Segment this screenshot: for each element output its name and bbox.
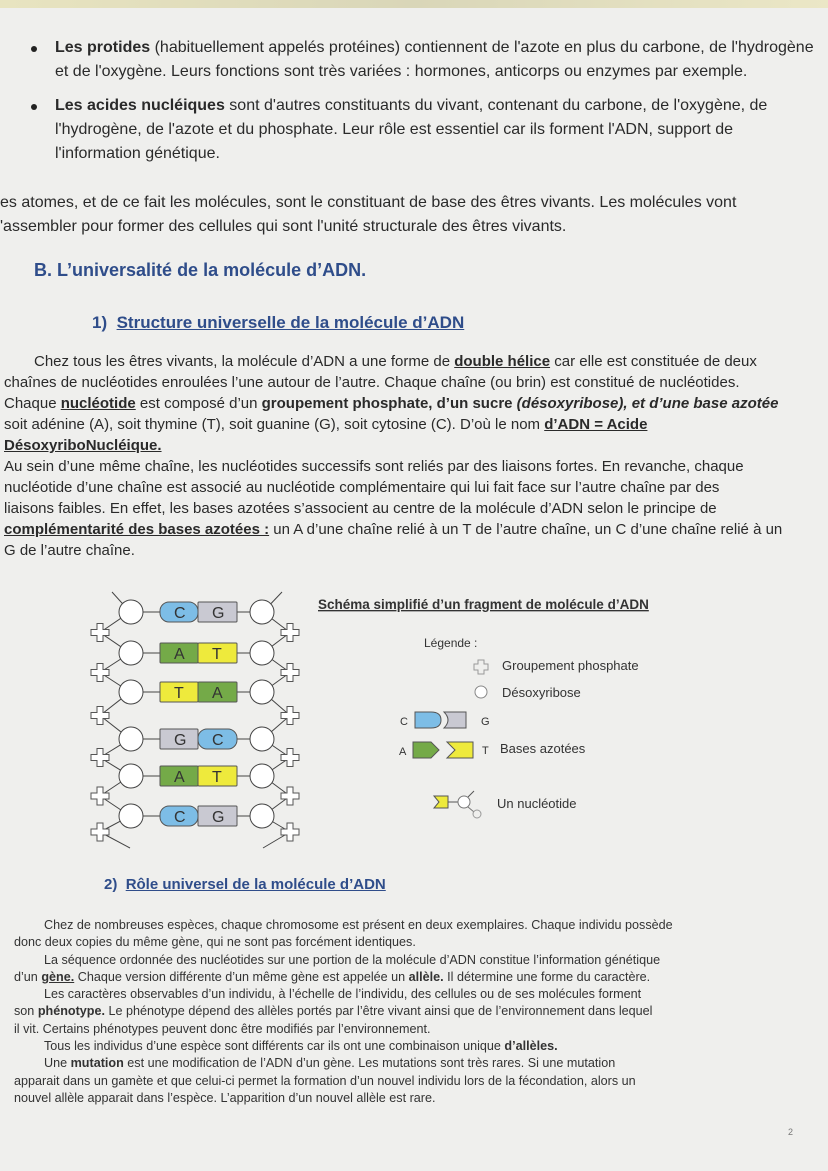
base-letter: C [212, 732, 224, 749]
sugar-icon [250, 764, 274, 788]
subsection-title: Rôle universel de la molécule d’ADN [125, 876, 386, 893]
section-number: B. [34, 260, 52, 280]
sugar-icon [250, 600, 274, 624]
text-segment: il vit. Certains phénotypes peuvent donc être modifiés par l’environnement. [14, 1021, 431, 1036]
sugar-icon [119, 680, 143, 704]
text-line [14, 934, 673, 951]
sugar-icon [250, 727, 274, 751]
text-line [4, 540, 782, 561]
bullet-list [55, 36, 814, 166]
sugar-icon [119, 764, 143, 788]
text-line [4, 372, 782, 393]
legend-heading: Légende : [424, 636, 478, 650]
base-letter: G [212, 605, 225, 622]
bold-term: Les protides [55, 39, 151, 56]
text-segment: soit adénine (A), soit thymine (T), soit guanine (G), soit cytosine (C). D’où le nom [4, 416, 545, 433]
dna-diagram [0, 580, 828, 850]
text-line [14, 1021, 673, 1038]
text-segment: est composé d’un [135, 395, 262, 412]
text-segment: Le phénotype dépend des allèles portés par l’être vivant ainsi que de l’environnement dans lequel [104, 1004, 653, 1019]
phosphate-icon [91, 787, 109, 805]
text-line [14, 1055, 673, 1072]
text-segment: Les caractères observables d’un individu, à l’échelle de l’individu, des cellules ou de ses molécules forment [44, 987, 642, 1002]
page-number: 2 [788, 1127, 794, 1137]
bold-term: mutation [70, 1056, 124, 1071]
bold-term: d’ADN = Acide [544, 416, 648, 433]
text-line [0, 215, 736, 239]
legend-g-label: G [481, 716, 490, 728]
text-line [14, 952, 673, 969]
intro-paragraph [0, 191, 736, 239]
dna-ladder [91, 592, 299, 848]
text-segment: es atomes, et de ce fait les molécules, sont le constituant de base des êtres vivants. Les molécules vont [0, 194, 737, 211]
text-segment: nucléotide d’une chaîne est associé au nucléotide complémentaire qui lui fait face sur l’autre chaîne par des [4, 479, 720, 496]
sugar-icon [119, 600, 143, 624]
text-segment: Au sein d’une même chaîne, les nucléotides successifs sont reliés par des liaisons fortes. En revanche, chaque [4, 458, 744, 475]
subsection-number: 2) [104, 876, 118, 893]
text-segment: l'hydrogène, de l'azote et du phosphate. Leur rôle est essentiel car ils forment l'ADN, support de [55, 121, 733, 138]
diagram-title: Schéma simplifié d’un fragment de molécule d’ADN [318, 597, 649, 612]
subsection-title: Structure universelle de la molécule d’ADN [116, 313, 465, 332]
phosphate-icon [91, 823, 109, 841]
text-segment: (habituellement appelés protéines) contiennent de l'azote en plus du carbone, de l'hydrogène [150, 39, 814, 56]
page-top-edge [0, 0, 828, 8]
bold-term: phénotype. [37, 1004, 105, 1019]
base-letter: C [174, 605, 186, 622]
text-line [14, 1038, 673, 1055]
text-line [4, 477, 782, 498]
text-line [4, 414, 782, 435]
bold-term: nucléotide [60, 395, 136, 412]
text-segment: car elle est constituée de deux [550, 353, 757, 370]
sugar-icon [250, 680, 274, 704]
bullet-icon [31, 46, 37, 52]
text-segment: La séquence ordonnée des nucléotides sur une portion de la molécule d’ADN constitue l’information génétique [44, 952, 661, 967]
text-segment: chaînes de nucléotides enroulées l’une autour de l’autre. Chaque chaîne (ou brin) est constitué de nucléotides. [4, 374, 740, 391]
sugar-icon [119, 727, 143, 751]
bold-term: Les acides nucléiques [55, 97, 225, 114]
text-line [14, 1090, 673, 1107]
text-line [4, 456, 782, 477]
text-line [14, 1073, 673, 1090]
phosphate-icon [281, 624, 299, 642]
phosphate-icon [91, 749, 109, 767]
text-line [4, 498, 782, 519]
guanine-icon [444, 712, 466, 728]
sugar-icon [250, 641, 274, 665]
text-segment: Chaque [4, 395, 61, 412]
bullet-item [55, 36, 814, 84]
text-segment: l'information génétique. [55, 145, 220, 162]
text-segment: Tous les individus d’une espèce sont différents car ils ont une combinaison unique [44, 1039, 505, 1054]
text-segment: sont d'autres constituants du vivant, contenant du carbone, de l'oxygène, de [224, 97, 768, 114]
text-segment: un A d’une chaîne relié à un T de l’autre chaîne, un C d’une chaîne relié à un [269, 521, 783, 538]
base-letter: A [174, 646, 185, 663]
bold-term: allèle. [408, 969, 444, 984]
text-segment: liaisons faibles. En effet, les bases azotées s’associent au centre de la molécule d’ADN selon le principe de [4, 500, 717, 517]
bold-term: d’allèles. [504, 1039, 558, 1054]
sugar-icon [475, 686, 487, 698]
bold-term: double hélice [454, 353, 551, 370]
phosphate-icon [91, 707, 109, 725]
text-segment: et de l'oxygène. Leurs fonctions sont très variées : hormones, anticorps ou enzymes par exemple. [55, 63, 748, 80]
text-segment: est une modification de l’ADN d’un gène. Les mutations sont très rares. Si une mutation [123, 1056, 616, 1071]
base-letter: T [212, 769, 222, 786]
text-segment: Chez de nombreuses espèces, chaque chromosome est présent en deux exemplaires. Chaque individu possède [44, 918, 673, 932]
structure-paragraph [4, 351, 782, 561]
sugar-icon [119, 641, 143, 665]
text-line [14, 986, 673, 1003]
sugar-icon [250, 804, 274, 828]
bold-term: gène. [41, 969, 75, 984]
legend-t-label: T [482, 745, 489, 757]
text-segment: 'assembler pour former des cellules qui sont l'unité structurale des êtres vivants. [0, 218, 567, 235]
text-line [55, 142, 814, 166]
sugar-icon [119, 804, 143, 828]
text-line [4, 435, 782, 456]
text-line [55, 36, 814, 60]
bold-term: complémentarité des bases azotées : [4, 521, 270, 538]
text-line [4, 393, 782, 414]
text-line [14, 1003, 673, 1020]
phosphate-icon [281, 664, 299, 682]
text-line [55, 94, 814, 118]
legend-c-label: C [400, 716, 408, 728]
section-heading-b [34, 260, 366, 281]
phosphate-icon [91, 664, 109, 682]
text-segment: apparait dans un gamète et que celui-ci permet la formation d’un nouvel individu lors de la fécondation, alors un [14, 1073, 636, 1088]
text-line [14, 917, 673, 934]
phosphate-icon [281, 787, 299, 805]
base-letter: G [212, 809, 225, 826]
text-line [4, 351, 782, 372]
legend-sugar: Désoxyribose [502, 685, 581, 700]
bold-term: DésoxyriboNucléique. [4, 437, 162, 454]
text-segment: Chez tous les êtres vivants, la molécule d’ADN a une forme de [34, 353, 455, 370]
phosphate-icon [91, 624, 109, 642]
legend-nucleotide: Un nucléotide [497, 796, 577, 811]
subsection-heading-2 [104, 876, 386, 893]
text-segment: Chaque version différente d’un même gène est appelée un [74, 969, 409, 984]
text-line [14, 969, 673, 986]
nucleotide-icon [434, 791, 481, 818]
text-segment: nouvel allèle apparait dans l’espèce. L’apparition d’un nouvel allèle est rare. [14, 1090, 436, 1105]
bullet-item [55, 94, 814, 166]
bold-term: (désoxyribose), et d’une base azotée [516, 395, 779, 412]
phosphate-icon [281, 823, 299, 841]
legend-phosphate: Groupement phosphate [502, 658, 639, 673]
bullet-icon [31, 104, 37, 110]
phosphate-icon [281, 707, 299, 725]
text-segment: Il détermine une forme du caractère. [443, 969, 651, 984]
adenine-icon [413, 742, 439, 758]
subsection-number: 1) [92, 313, 108, 332]
base-letter: C [174, 809, 186, 826]
phosphate-icon [474, 660, 488, 674]
cytosine-icon [415, 712, 441, 728]
subsection-heading-1 [92, 313, 464, 333]
text-segment: d’un [14, 969, 42, 984]
text-segment: son [14, 1004, 38, 1019]
thymine-icon [447, 742, 473, 758]
text-line [0, 191, 736, 215]
text-line [4, 519, 782, 540]
text-segment: G de l’autre chaîne. [4, 542, 135, 559]
bold-term: groupement phosphate, d’un sucre [261, 395, 517, 412]
phosphate-icon [281, 749, 299, 767]
base-letter: G [174, 732, 187, 749]
role-paragraph [14, 917, 673, 1107]
legend-a-label: A [399, 746, 407, 758]
text-line [55, 60, 814, 84]
base-letter: A [212, 685, 223, 702]
text-line [55, 118, 814, 142]
base-letter: T [212, 646, 222, 663]
text-segment: donc deux copies du même gène, qui ne sont pas forcément identiques. [14, 935, 416, 950]
base-letter: A [174, 769, 185, 786]
legend-bases: Bases azotées [500, 741, 586, 756]
base-letter: T [174, 685, 184, 702]
text-segment: Une [44, 1056, 71, 1071]
section-title: L’universalité de la molécule d’ADN. [57, 260, 367, 280]
